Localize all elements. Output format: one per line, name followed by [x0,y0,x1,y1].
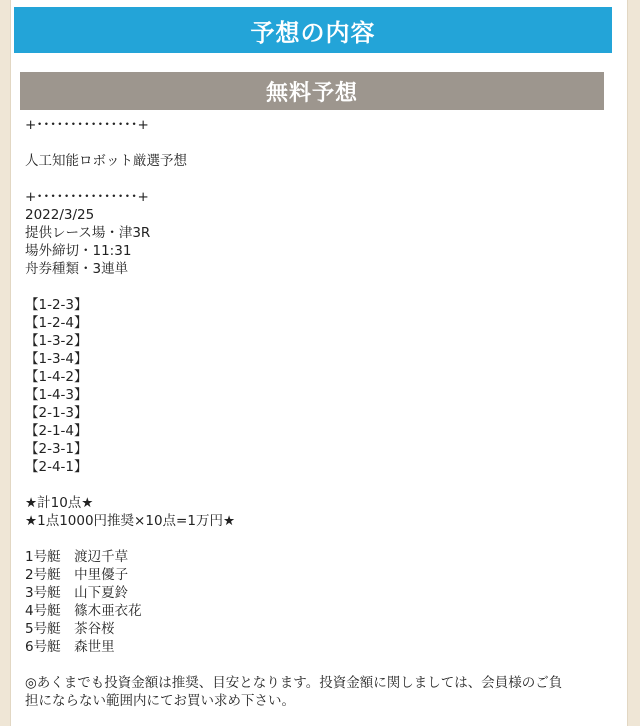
content-line [25,278,605,296]
content-line: 2号艇 中里優子 [25,567,129,583]
content-line: +･･･････････････+ [25,117,149,133]
content-line: 2022/3/25 [25,207,95,223]
content-line: 3号艇 山下夏鈴 [25,585,129,601]
content-line [25,476,605,494]
content-line: +･･･････････････+ [25,189,149,205]
content-line [25,134,605,152]
content-line: 【1-4-2】 [25,369,88,385]
content-line: 【1-2-4】 [25,315,88,331]
content-line: 5号艇 茶谷桜 [25,621,115,637]
page-title-text: 予想の内容 [250,18,376,47]
content-line [25,530,605,548]
content-line: 【2-1-4】 [25,423,88,439]
section-title [20,72,604,110]
content-line: 【1-3-2】 [25,333,88,349]
content-line: 【1-3-4】 [25,351,88,367]
content-line: 6号艇 森世里 [25,639,115,655]
section-title-text: 無料予想 [265,80,358,106]
content-line: 【2-3-1】 [25,441,88,457]
content-line: 場外締切・11:31 [25,243,132,259]
prediction-content [25,116,605,710]
content-line: ◎あくまでも投資金額は推奨、目安となります。投資金額に関しましては、会員様のご負 [25,675,563,691]
content-line [25,170,605,188]
content-line: 【2-4-1】 [25,459,88,475]
content-line: 4号艇 篠木亜衣花 [25,603,142,619]
content-line: ★計10点★ [25,495,94,511]
content-line: ★1点1000円推奨×10点=1万円★ [25,513,236,529]
content-line: 【1-2-3】 [25,297,88,313]
content-line: 舟券種類・3連単 [25,261,129,277]
content-line: 人工知能ロボット厳選予想 [25,153,187,169]
content-line: 【2-1-3】 [25,405,88,421]
content-line: 1号艇 渡辺千草 [25,549,129,565]
content-line: 【1-4-3】 [25,387,88,403]
page-title [14,7,612,53]
content-line: 提供レース場・津3R [25,225,151,241]
content-line [25,656,605,674]
content-line: 担にならない範囲内にてお買い求め下さい。 [25,693,295,709]
